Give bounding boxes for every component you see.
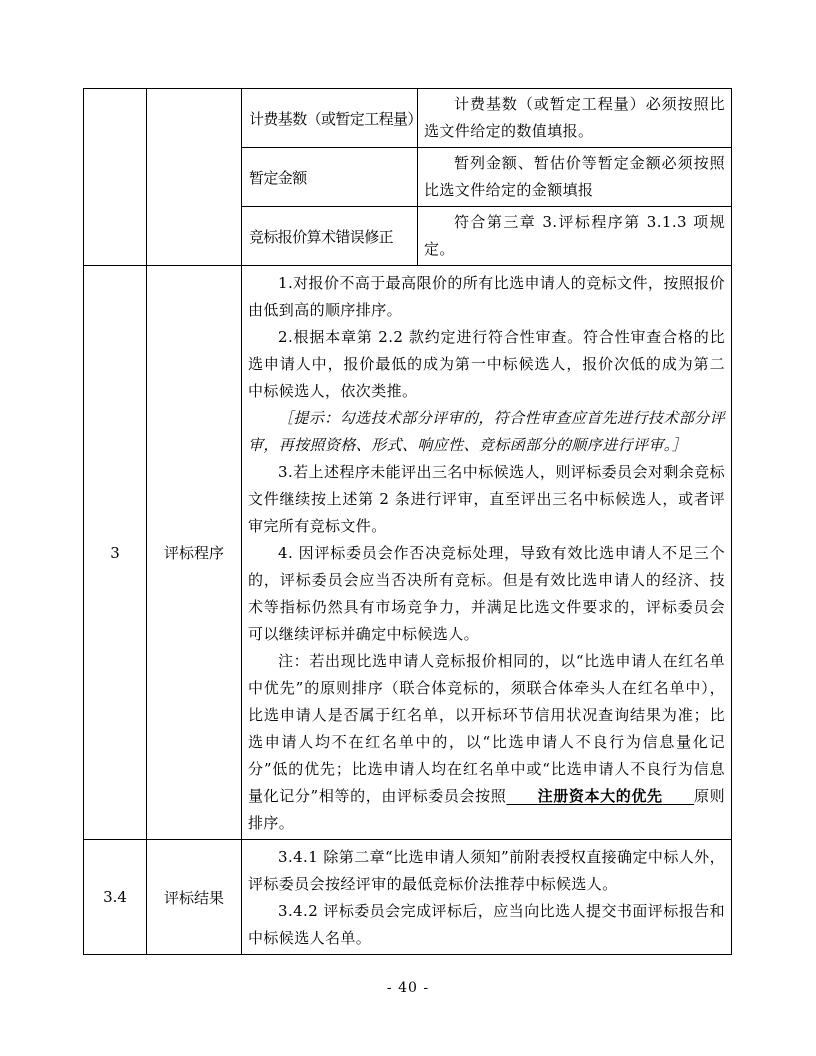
provisional-sum-desc-text: 暂列金额、暂估价等暂定金额必须按照比选文件给定的金额填报 bbox=[424, 154, 725, 199]
procedure-para-4: 4. 因评标委员会作否决竞标处理，导致有效比选申请人不足三个的，评标委员会应当否决所有竞标。但是有效比选申请人的经济、技术等指标仍然具有市场竞争力，并满足比选文件要求的，评标委员会可以继续评标并确定中标候选人。 bbox=[248, 544, 725, 643]
continued-title-cell bbox=[147, 89, 242, 266]
procedure-para-1: 1.对报价不高于最高限价的所有比选申请人的竞标文件，按照报价由低到高的顺序排序。 bbox=[248, 274, 725, 319]
arithmetic-correction-label-cell: 竞标报价算术错误修正 bbox=[242, 207, 418, 266]
table-row bbox=[84, 266, 732, 840]
arithmetic-correction-desc-cell bbox=[418, 207, 732, 266]
evaluation-table bbox=[83, 88, 732, 955]
provisional-sum-label-cell: 暂定金额 bbox=[242, 148, 418, 207]
procedure-content-cell bbox=[242, 266, 732, 840]
procedure-index-cell: 3 bbox=[84, 266, 147, 840]
result-para-1: 3.4.1 除第二章“比选申请人须知”前附表授权直接确定中标人外，评标委员会按经评审的最低竞标价法推荐中标候选人。 bbox=[248, 848, 725, 893]
note-fill-in-value: 注册资本大的优先 bbox=[537, 787, 663, 805]
provisional-sum-desc-cell bbox=[418, 148, 732, 207]
result-title-cell: 评标结果 bbox=[147, 840, 242, 955]
procedure-tie-break-note bbox=[248, 648, 725, 837]
note-blank-before bbox=[506, 787, 537, 805]
fee-base-label-cell: 计费基数（或暂定工程量） bbox=[242, 89, 418, 148]
procedure-para-3: 3.若上述程序未能评出三名中标候选人，则评标委员会对剩余竞标文件继续按上述第 2 条进行评审，直至评出三名中标候选人，或者评审完所有竞标文件。 bbox=[248, 463, 725, 535]
note-prefix-text: 注：若出现比选申请人竞标报价相同的，以“比选申请人在红名单中优先”的原则排序（联合体竞标的，须联合体牵头人在红名单中），比选申请人是否属于红名单，以开标环节信用状况查询结果为准；比选申请人均不在红名单中的，以“比选申请人不良行为信息量化记分”低的优先；比选申请人均在红名单中或“比选申请人不良行为信息量化记分”相等的，由评标委员会按照 bbox=[248, 652, 725, 805]
page-number: - 40 - bbox=[386, 980, 430, 996]
result-index-cell: 3.4 bbox=[84, 840, 147, 955]
table-row bbox=[84, 840, 732, 955]
result-para-2: 3.4.2 评标委员会完成评标后，应当向比选人提交书面评标报告和中标候选人名单。 bbox=[248, 902, 725, 947]
procedure-title-cell: 评标程序 bbox=[147, 266, 242, 840]
note-blank-after bbox=[663, 787, 694, 805]
fee-base-desc-cell bbox=[418, 89, 732, 148]
procedure-tip-note: ［提示：勾选技术部分评审的，符合性审查应首先进行技术部分评审，再按照资格、形式、响应性、竞标函部分的顺序进行评审。］ bbox=[248, 409, 725, 454]
table-row bbox=[84, 89, 732, 148]
arithmetic-correction-desc-text: 符合第三章 3.评标程序第 3.1.3 项规定。 bbox=[424, 213, 725, 258]
procedure-para-2: 2.根据本章第 2.2 款约定进行符合性审查。符合性审查合格的比选申请人中，报价最低的成为第一中标候选人，报价次低的成为第二中标候选人，依次类推。 bbox=[248, 328, 725, 400]
note-suffix-text: 原则排序。 bbox=[248, 787, 725, 832]
continued-index-cell bbox=[84, 89, 147, 266]
fee-base-desc-text: 计费基数（或暂定工程量）必须按照比选文件给定的数值填报。 bbox=[424, 95, 725, 140]
result-content-cell bbox=[242, 840, 732, 955]
